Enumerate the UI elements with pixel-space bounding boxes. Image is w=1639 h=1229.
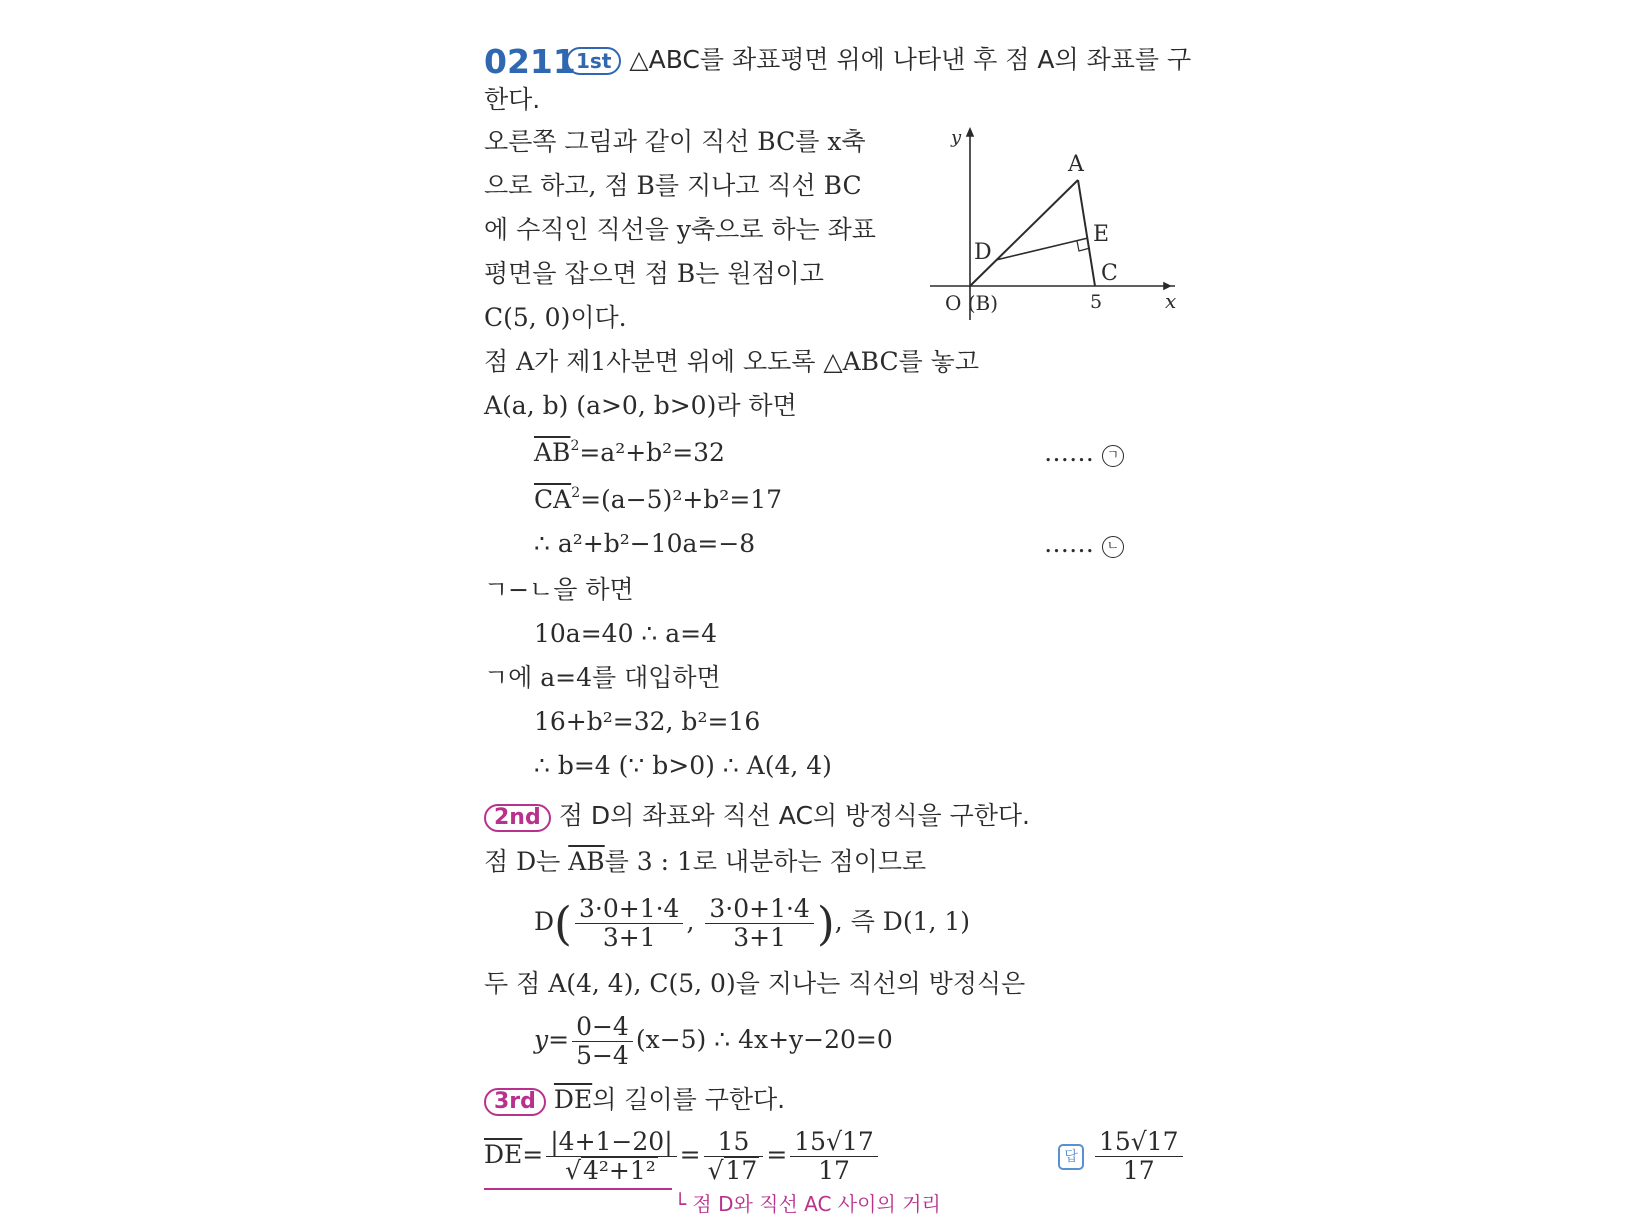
equation-a4: 10a=40 ∴ a=4 [534, 619, 718, 648]
step1-title-cont: 한다. [484, 85, 541, 114]
tag-2: …… ㄴ [1044, 528, 1124, 560]
annotation-underline [484, 1188, 672, 1190]
intro-line-4: 평면을 잡으면 점 B는 원점이고 [484, 259, 824, 288]
step2-badge: 2nd [484, 804, 551, 832]
segment-de [996, 238, 1088, 260]
label-d: D [974, 240, 992, 265]
line-substitute: ㄱ에 a=4를 대입하면 [484, 663, 721, 692]
step3-title: 의 길이를 구한다. [592, 1085, 786, 1114]
segment-ab [970, 180, 1078, 286]
equation-result-a: ∴ b=4 (∵ b>0) ∴ A(4, 4) [534, 751, 832, 780]
label-x: x [1165, 289, 1177, 313]
equation-b2: 16+b²=32, b²=16 [534, 707, 761, 736]
intro-line-3: 에 수직인 직선을 y축으로 하는 좌표 [484, 215, 876, 244]
line-place-a: 점 A가 제1사분면 위에 오도록 △ABC를 놓고 [484, 347, 979, 376]
annotation-note: └ 점 D와 직선 AC 사이의 거리 [674, 1192, 941, 1216]
intro-line-1: 오른쪽 그림과 같이 직선 BC를 x축 [484, 127, 866, 156]
tag-1: …… ㄱ [1044, 437, 1124, 469]
intro-line-5: C(5, 0)이다. [484, 303, 627, 332]
step1-badge: 1st [566, 47, 621, 75]
step3-badge: 3rd [484, 1088, 546, 1116]
label-origin-b: O (B) [945, 291, 999, 315]
equation-ab: $\overline{AB}^2=a^2+b^2=32$ [534, 438, 725, 467]
step2-title: 점 D의 좌표와 직선 AC의 방정식을 구한다. [558, 801, 1030, 830]
equation-sub: ∴ a²+b²−10a=−8 [534, 529, 756, 558]
equation-ca: $\overline{CA}^2=(a-5)^2+b^2=17$ [534, 485, 783, 514]
intro-line-2: 으로 하고, 점 B를 지나고 직선 BC [484, 171, 862, 200]
step1-title: △ABC를 좌표평면 위에 나타낸 후 점 A의 좌표를 구 [629, 45, 1192, 74]
triangle-figure [925, 125, 1185, 325]
problem-number: 0211 [484, 42, 576, 81]
step2-line [484, 800, 1030, 832]
line-d-ratio: 점 D는 $\overline{AB}$를 3 : 1로 내분하는 점이므로 [484, 847, 927, 876]
label-a: A [1068, 152, 1084, 177]
line-define-a: A(a, b) (a>0, b>0)라 하면 [484, 391, 797, 420]
step1-line [566, 44, 1191, 76]
answer-icon: 답 [1058, 1144, 1084, 1170]
equation-d: D( $\frac{3\cdot 0+1\cdot 4}{3+1}$ , $\frac{3\cdot 0+1\cdot 4}{3+1}$ ), 즉 D(1, 1) [534, 894, 971, 952]
y-axis-arrow [967, 129, 973, 136]
line-subtract: ㄱ−ㄴ을 하면 [484, 575, 634, 604]
step3-line: 3rd $\overline{DE}$의 길이를 구한다. [484, 1084, 785, 1116]
line-two-points: 두 점 A(4, 4), C(5, 0)을 지나는 직선의 방정식은 [484, 969, 1026, 998]
label-five: 5 [1090, 291, 1103, 313]
equation-line-ac: y= $\frac{0-4}{5-4}$ (x−5) ∴ 4x+y−20=0 [534, 1012, 893, 1070]
equation-de: $\overline{DE}=$ $\frac{|4+1-20|}{\text{√4²+1²}}$ = $\frac{15}{√17}$ = $\frac{15√17}{17}$ [484, 1124, 881, 1186]
final-answer: 답 $\frac{15√17}{17}$ [1058, 1124, 1186, 1186]
label-y: y [951, 127, 962, 148]
label-e: E [1093, 222, 1110, 247]
label-c: C [1101, 261, 1118, 286]
